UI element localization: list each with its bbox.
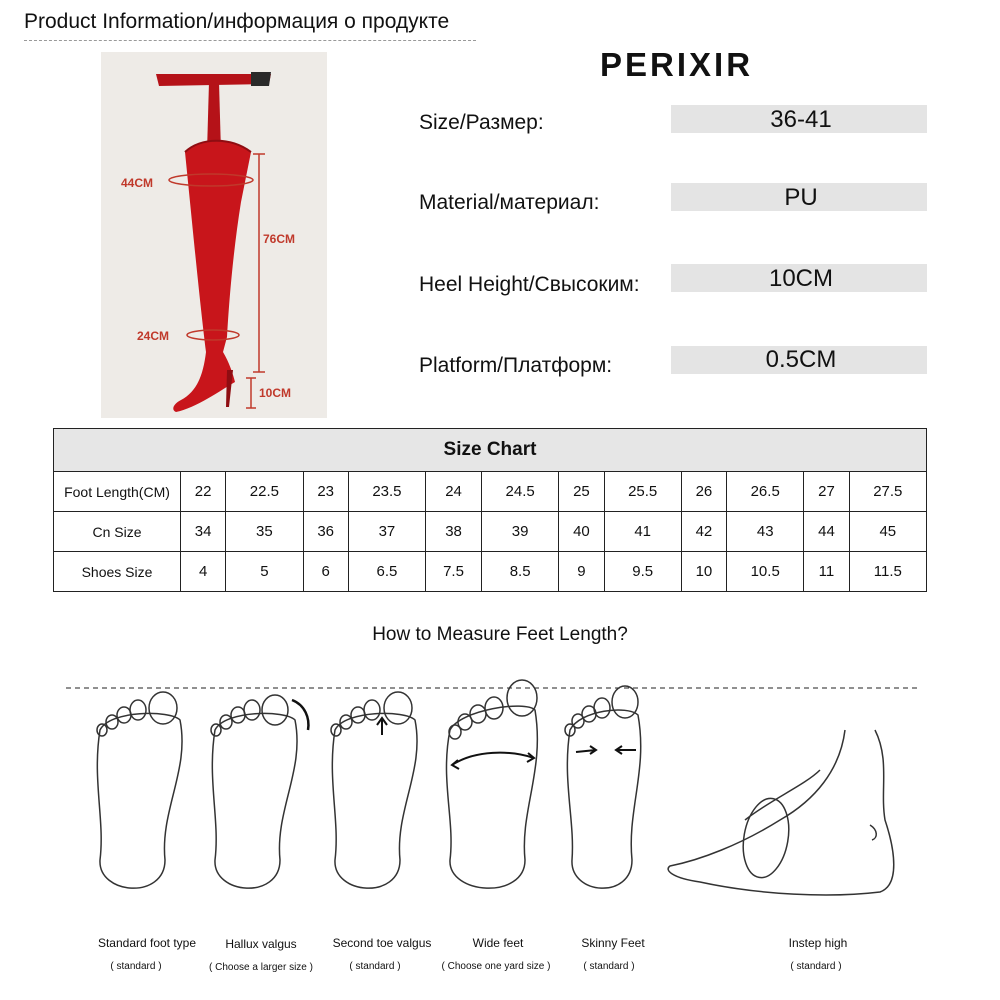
boot-shaft (185, 141, 251, 352)
product-photo (101, 52, 327, 418)
measure-title: How to Measure Feet Length? (372, 624, 628, 645)
foot-label-wide: Wide feet (472, 936, 524, 950)
table-cell: 43 (727, 512, 804, 552)
table-cell: 6.5 (348, 552, 425, 592)
spec-size-value: 36-41 (770, 106, 832, 133)
table-row (54, 552, 927, 592)
table-cell: 10 (681, 552, 726, 592)
table-cell: 36 (303, 512, 348, 552)
table-cell: 41 (604, 512, 681, 552)
table-cell: 22.5 (226, 472, 303, 512)
table-cell: 24 (426, 472, 482, 512)
row-header: Foot Length(CM) (54, 472, 181, 512)
foot-second-toe-valgus (331, 692, 417, 888)
foot-standard (97, 692, 182, 888)
table-cell: 45 (849, 512, 926, 552)
page-title: Product Information/информация о продукте (24, 10, 450, 33)
foot-note-instep: ( standard ) (790, 961, 842, 972)
table-cell: 27 (804, 472, 849, 512)
boot-heel (226, 370, 233, 407)
label-ankle-circumference: 24CM (137, 329, 170, 343)
table-cell: 9 (559, 552, 604, 592)
feet-illustrations (0, 670, 1000, 920)
row-header: Shoes Size (54, 552, 181, 592)
foot-note-second-toe: ( standard ) (349, 961, 401, 972)
table-cell: 24.5 (482, 472, 559, 512)
table-cell: 26.5 (727, 472, 804, 512)
foot-label-instep: Instep high (788, 936, 848, 950)
table-cell: 22 (181, 472, 226, 512)
spec-platform-value: 0.5CM (765, 346, 837, 373)
table-cell: 40 (559, 512, 604, 552)
label-shaft-height: 76CM (263, 232, 296, 246)
foot-label-skinny: Skinny Feet (581, 936, 645, 950)
table-cell: 8.5 (482, 552, 559, 592)
foot-label-standard: Standard foot type (97, 936, 197, 950)
boot-illustration (101, 52, 327, 418)
boot-foot (173, 352, 235, 412)
table-row (54, 512, 927, 552)
table-cell: 11.5 (849, 552, 926, 592)
table-cell: 44 (804, 512, 849, 552)
table-cell: 26 (681, 472, 726, 512)
foot-note-wide: ( Choose one yard size ) (441, 961, 551, 972)
table-cell: 38 (426, 512, 482, 552)
table-cell: 25 (559, 472, 604, 512)
size-chart-title: Size Chart (54, 429, 927, 472)
foot-label-second-toe: Second toe valgus (332, 936, 432, 950)
label-heel-height: 10CM (259, 386, 292, 400)
label-top-circumference: 44CM (121, 176, 154, 190)
spec-heel-label: Heel Height/Свысоким: (419, 273, 640, 296)
table-cell: 11 (804, 552, 849, 592)
table-cell: 5 (226, 552, 303, 592)
table-row (54, 472, 927, 512)
table-cell: 39 (482, 512, 559, 552)
foot-note-hallux: ( Choose a larger size ) (209, 962, 313, 973)
table-cell: 23 (303, 472, 348, 512)
spec-platform-label: Platform/Платформ: (419, 354, 613, 377)
table-cell: 6 (303, 552, 348, 592)
size-chart-table (53, 428, 927, 592)
table-cell: 35 (226, 512, 303, 552)
table-cell: 25.5 (604, 472, 681, 512)
spec-heel-value: 10CM (768, 265, 834, 292)
foot-note-standard: ( standard ) (110, 961, 162, 972)
foot-note-skinny: ( standard ) (583, 961, 635, 972)
table-cell: 42 (681, 512, 726, 552)
title-divider (24, 40, 476, 41)
foot-hallux-valgus (211, 695, 308, 888)
table-cell: 34 (181, 512, 226, 552)
table-cell: 27.5 (849, 472, 926, 512)
foot-label-hallux: Hallux valgus (225, 937, 297, 951)
foot-wide (446, 680, 537, 888)
table-cell: 37 (348, 512, 425, 552)
brand-logo: PERIXIR (600, 46, 754, 83)
foot-instep-high (668, 730, 894, 895)
foot-skinny (565, 686, 641, 888)
spec-material-label: Material/материал: (419, 191, 600, 214)
spec-material-value: PU (784, 184, 818, 211)
table-cell: 7.5 (426, 552, 482, 592)
table-cell: 10.5 (727, 552, 804, 592)
spec-size-label: Size/Размер: (419, 111, 544, 134)
table-cell: 23.5 (348, 472, 425, 512)
row-header: Cn Size (54, 512, 181, 552)
table-cell: 4 (181, 552, 226, 592)
table-cell: 9.5 (604, 552, 681, 592)
